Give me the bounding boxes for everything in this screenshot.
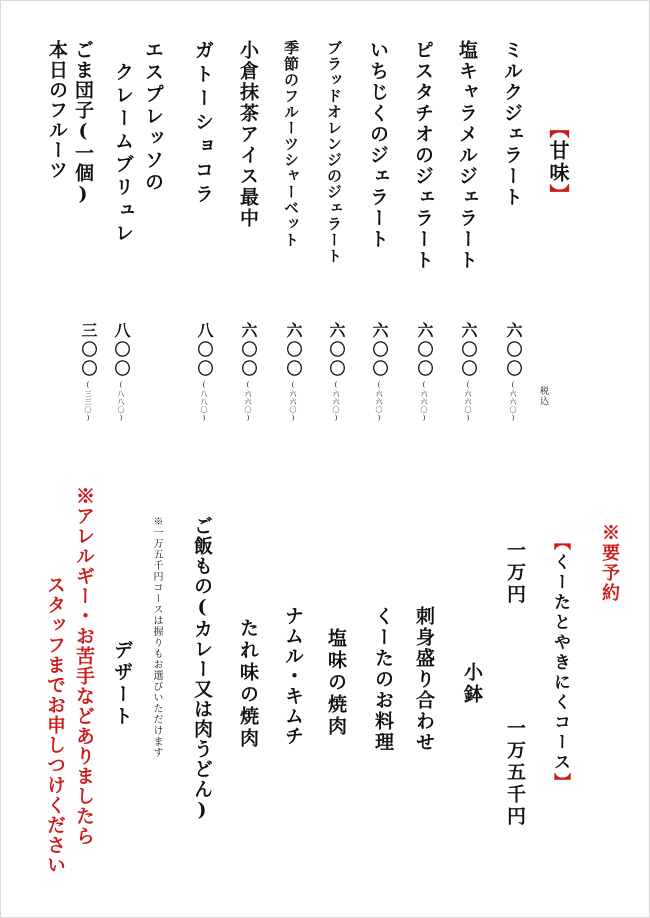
sweet-price-3: [371, 322, 387, 423]
course-title-open: 【: [550, 533, 570, 553]
sweet-price-1: [460, 322, 476, 423]
sweet-name-2: ピスタチオのジェラート: [412, 40, 434, 271]
course-item-1: 刺身盛り合わせ: [413, 606, 435, 753]
sweet-price-7: [196, 322, 212, 423]
sweet-price-tax: (六六〇): [464, 381, 472, 423]
course-price-low: 一万円: [504, 540, 526, 606]
sweet-name-1: 塩キャラメルジェラート: [456, 40, 478, 271]
course-title: [551, 533, 568, 793]
sweet-price-tax: (六六〇): [332, 381, 340, 423]
sweet-price-tax: (八八〇): [117, 381, 125, 423]
sweet-price-2: [416, 322, 432, 423]
course-item-0: 小鉢: [461, 662, 483, 706]
sweet-price-value: 六〇〇: [284, 322, 303, 379]
sweet-price-tax: (六六〇): [244, 381, 252, 423]
sweet-price-value: 八〇〇: [112, 322, 131, 379]
sweet-price-4: [328, 322, 344, 423]
sweet-name-3: いちじくのジェラート: [367, 40, 389, 250]
course-item-5: たれ味の焼肉: [237, 618, 259, 750]
sweet-name-6: 小倉抹茶アイス最中: [237, 40, 259, 229]
sweet-price-tax: (六六〇): [420, 381, 428, 423]
sweet-price-5: [285, 322, 301, 423]
course-item-4: ナムル・キムチ: [282, 606, 304, 746]
sweet-name-4: ブラッドオレンジのジェラート: [325, 40, 343, 264]
sweet-price-0: [505, 322, 521, 423]
allergy-mark: ※: [73, 486, 95, 506]
sweet-price-8: [113, 322, 129, 423]
course-item-6: ご飯もの(カレー又は肉うどん): [191, 516, 213, 822]
sweets-heading-close: 】: [546, 184, 570, 206]
sweet-price-tax: (八八〇): [200, 381, 208, 423]
sweet-price-tax: (三三〇): [84, 381, 92, 423]
sweet-price-tax: (六六〇): [375, 381, 383, 423]
course-item-2: くーたのお料理: [372, 606, 394, 753]
sweet-price-value: 六〇〇: [415, 322, 434, 379]
sweet-name-5: 季節のフルーツシャーベット: [282, 40, 300, 248]
sweets-heading-text: 甘味: [546, 140, 570, 184]
sweet-name-0: ミルクジェラート: [501, 40, 523, 208]
sweet-name-9: ごま団子(一個): [72, 40, 94, 206]
sweet-price-value: 六〇〇: [504, 322, 523, 379]
sweet-price-9: [80, 322, 96, 423]
sweet-price-value: 六〇〇: [370, 322, 389, 379]
course-item-3: 塩味の焼肉: [325, 628, 347, 738]
allergy-line1-text: アレルギー・お苦手などありましたら: [73, 506, 95, 846]
allergy-line2: スタッフまでお申しつけください: [44, 575, 66, 875]
sweets-heading-open: 【: [546, 118, 570, 140]
sweet-price-value: 三〇〇: [79, 322, 98, 379]
course-dessert: デザート: [111, 640, 133, 728]
sweets-heading: [548, 118, 568, 206]
sweet-name-8b: クレームブリュレ: [112, 62, 134, 246]
sweet-price-value: 六〇〇: [239, 322, 258, 379]
course-price-high: 一万五千円: [504, 718, 526, 828]
sweet-price-6: [240, 322, 256, 423]
reservation-note: ※要予約: [599, 523, 620, 603]
course-title-close: 】: [550, 773, 570, 793]
sweet-price-value: 六〇〇: [327, 322, 346, 379]
sweet-price-value: 八〇〇: [195, 322, 214, 379]
sweet-name-8a: エスプレッソの: [142, 40, 164, 194]
tax-label: 税込: [538, 386, 548, 406]
sweet-price-value: 六〇〇: [459, 322, 478, 379]
sweet-price-tax: (六六〇): [509, 381, 517, 423]
sweet-price-tax: (六六〇): [289, 381, 297, 423]
sweet-name-7: ガトーショコラ: [192, 40, 214, 208]
course-title-text: くーたとやきにくコース: [550, 553, 570, 773]
course-note: ※一万五千円コースは握りもお選びいただけます: [151, 516, 162, 758]
allergy-line1: [74, 486, 93, 846]
sweet-name-10: 本日のフルーツ: [46, 40, 68, 180]
